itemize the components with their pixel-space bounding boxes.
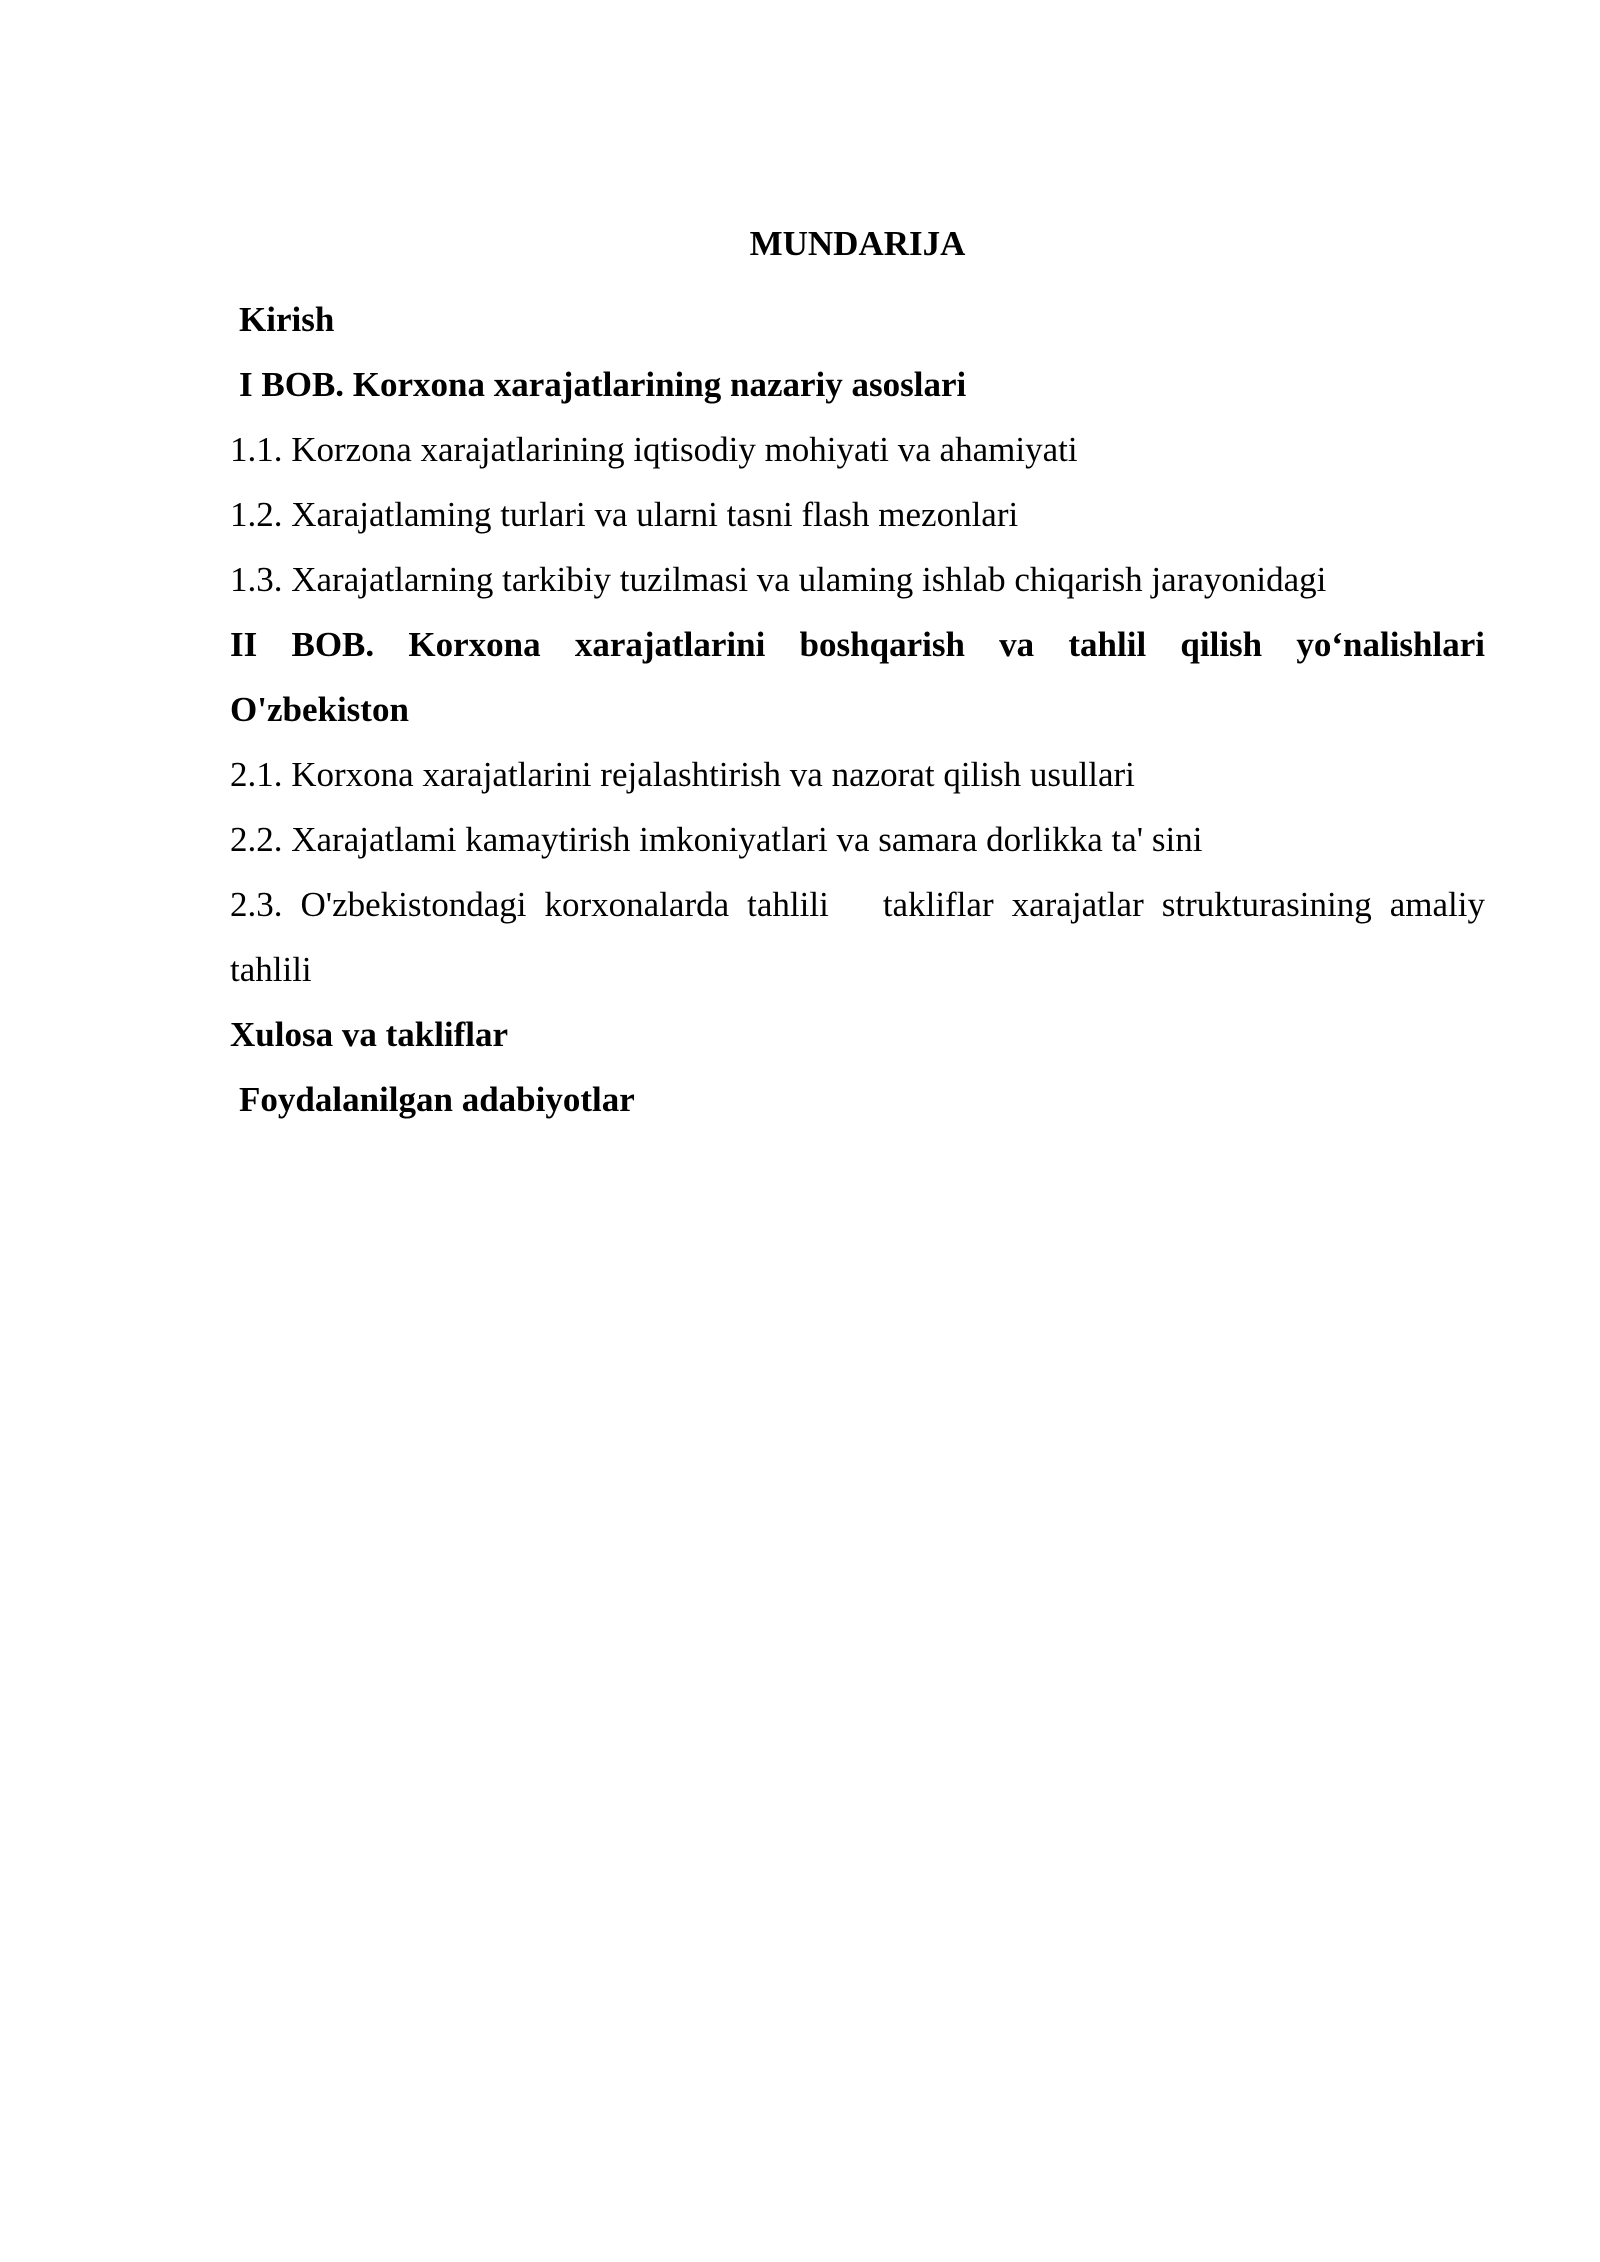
- table-of-contents: [230, 287, 1485, 1132]
- toc-entry-section-2-1: 2.1. Korxona xarajatlarini rejalashtirish va nazorat qilish usullari: [230, 755, 1135, 794]
- toc-entry-introduction: Kirish: [239, 300, 335, 339]
- toc-entry-section-2-3-continued: tahlili: [230, 950, 312, 989]
- toc-entry-section-2-3: 2.3. O'zbekistondagi korxonalarda tahlili takliflar xarajatlar strukturasining amaliy: [230, 885, 1485, 924]
- toc-entry-chapter-2-continued: O'zbekiston: [230, 690, 409, 729]
- toc-entry-section-1-3: 1.3. Xarajatlarning tarkibiy tuzilmasi va ulaming ishlab chiqarish jarayonidagi: [230, 560, 1327, 599]
- toc-entry-section-1-2: 1.2. Xarajatlaming turlari va ularni tasni flash mezonlari: [230, 495, 1019, 534]
- toc-entry-references: Foydalanilgan adabiyotlar: [239, 1080, 635, 1119]
- toc-entry-chapter-1: I BOB. Korxona xarajatlarining nazariy asoslari: [239, 365, 967, 404]
- toc-entry-section-1-1: 1.1. Korzona xarajatlarining iqtisodiy mohiyati va ahamiyati: [230, 430, 1078, 469]
- toc-entry-section-2-2: 2.2. Xarajatlami kamaytirish imkoniyatlari va samara dorlikka ta' sini: [230, 820, 1203, 859]
- toc-entry-conclusion: Xulosa va takliflar: [230, 1015, 509, 1054]
- toc-title: MUNDARIJA: [749, 224, 966, 263]
- toc-entry-chapter-2: II BOB. Korxona xarajatlarini boshqarish va tahlil qilish yo‘nalishlari: [230, 625, 1485, 664]
